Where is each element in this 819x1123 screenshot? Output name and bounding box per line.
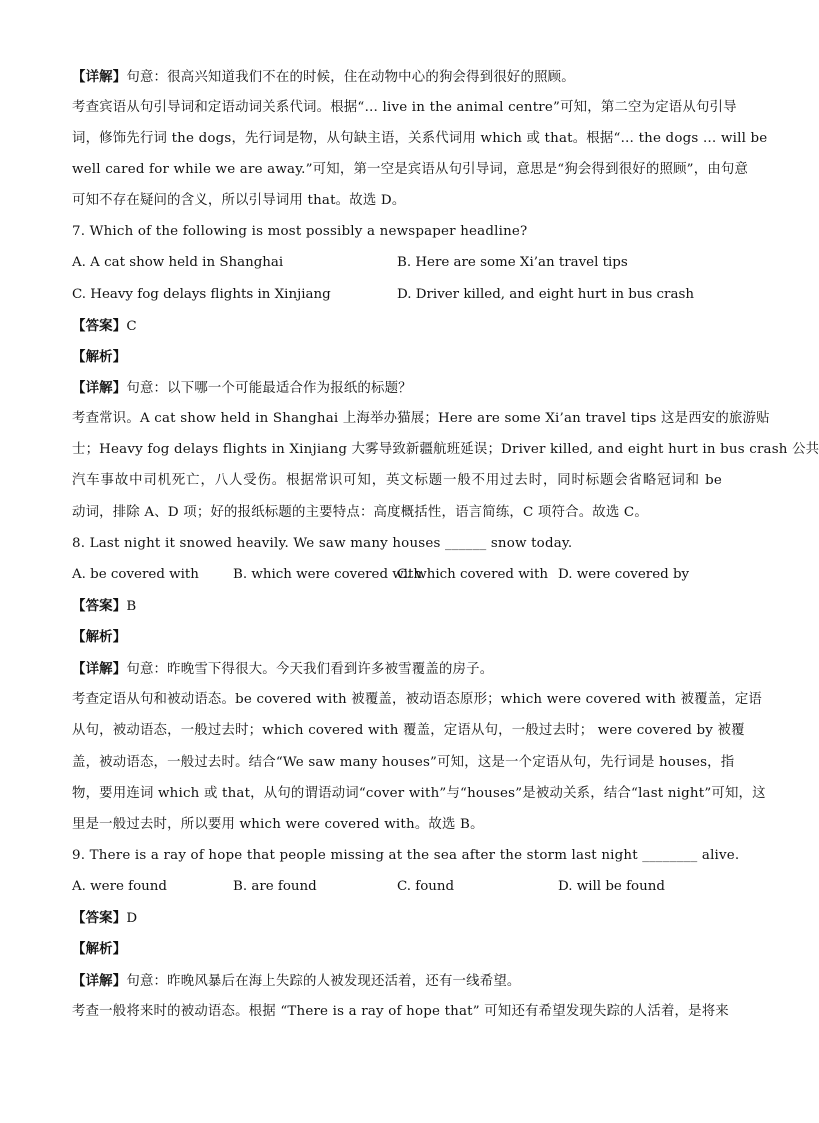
analysis-tag: 【解析】	[72, 349, 127, 365]
q8-option-b: B. which were covered with	[233, 567, 423, 582]
q8-detail-line-4: 盖，被动语态，一般过去时。结合“We saw many houses”可知，这是一个定语从句，先行词是 houses，指	[72, 755, 735, 770]
analysis-tag: 【解析】	[72, 941, 127, 957]
analysis-tag: 【解析】	[72, 629, 127, 645]
q9-stem: 9. There is a ray of hope that people missing at the sea after the storm last night ________ alive.	[72, 848, 740, 863]
q6-detail-line-5: 可知不存在疑问的含义，所以引导词用 that。故选 D。	[72, 193, 406, 208]
answer-tag: 【答案】	[72, 910, 127, 926]
q7-detail-line-1: 【详解】句意：以下哪一个可能最适合作为报纸的标题？	[72, 380, 412, 396]
q9-option-d: D. will be found	[558, 879, 665, 894]
answer-tag: 【答案】	[72, 598, 127, 614]
q7-analysis	[72, 347, 722, 368]
q7-stem: 7. Which of the following is most possibly a newspaper headline?	[72, 224, 528, 239]
q7-option-d: D. Driver killed, and eight hurt in bus crash	[397, 287, 694, 302]
q7-option-b: B. Here are some Xi’an travel tips	[397, 255, 628, 270]
q9-detail-line-1: 【详解】句意：昨晚风暴后在海上失踪的人被发现还活着，还有一线希望。	[72, 973, 521, 989]
q9-option-c: C. found	[397, 879, 455, 894]
q8-detail-line-6: 里是一般过去时，所以要用 which were covered with。故选 B。	[72, 817, 484, 832]
q8-stem: 8. Last night it snowed heavily. We saw many houses ______ snow today.	[72, 536, 573, 551]
q9-answer: 【答案】D	[72, 910, 138, 926]
q7-option-c: C. Heavy fog delays flights in Xinjiang	[72, 287, 331, 302]
q7-detail-line-2: 考查常识。A cat show held in Shanghai 上海举办猫展；Here are some Xi’an travel tips 这是西安的旅游贴	[72, 411, 770, 426]
detail-tag: 【详解】	[72, 69, 127, 85]
q8-answer: 【答案】B	[72, 598, 137, 614]
q9-detail-line-2: 考查一般将来时的被动语态。根据 “There is a ray of hope that” 可知还有希望发现失踪的人活着，是将来	[72, 1004, 729, 1019]
q6-detail-line-1: 【详解】句意：很高兴知道我们不在的时候，住在动物中心的狗会得到很好的照顾。	[72, 69, 575, 85]
q9-analysis	[72, 939, 722, 960]
q8-analysis	[72, 627, 722, 648]
q6-detail-line-4: well cared for while we are away.”可知，第一空是宾语从句引导词，意思是“狗会得到很好的照顾”，由句意	[72, 162, 749, 177]
q7-option-a: A. A cat show held in Shanghai	[72, 255, 284, 270]
q7-answer: 【答案】C	[72, 318, 137, 334]
q8-detail-line-3: 从句，被动语态，一般过去时；which covered with 覆盖，定语从句，一般过去时； were covered by 被覆	[72, 723, 745, 738]
q8-detail-line-5: 物，要用连词 which 或 that，从句的谓语动词“cover with”与“houses”是被动关系，结合“last night”可知，这	[72, 786, 766, 801]
q9-option-b: B. are found	[233, 879, 317, 894]
answer-tag: 【答案】	[72, 318, 127, 334]
q7-detail-line-3: 士；Heavy fog delays flights in Xinjiang 大雾导致新疆航班延误；Driver killed, and eight hurt in bus crash 公共	[72, 442, 819, 457]
q9-option-a: A. were found	[72, 879, 167, 894]
q8-option-d: D. were covered by	[558, 567, 690, 582]
q8-detail-line-2: 考查定语从句和被动语态。be covered with 被覆盖，被动语态原形；which were covered with 被覆盖，定语	[72, 692, 763, 707]
detail-tag: 【详解】	[72, 973, 127, 989]
q7-detail-line-4: 汽车事故中司机死亡，八人受伤。根据常识可知，英文标题一般不用过去时，同时标题会省略冠词和 be	[72, 473, 722, 488]
detail-tag: 【详解】	[72, 661, 127, 677]
q8-option-a: A. be covered with	[72, 567, 199, 582]
q8-option-c: C. which covered with	[397, 567, 548, 582]
detail-tag: 【详解】	[72, 380, 127, 396]
q8-detail-line-1: 【详解】句意：昨晚雪下得很大。今天我们看到许多被雪覆盖的房子。	[72, 661, 494, 677]
q6-detail-line-2: 考查宾语从句引导词和定语动词关系代词。根据“… live in the animal centre”可知，第二空为定语从句引导	[72, 100, 737, 115]
q6-detail-line-3: 词，修饰先行词 the dogs，先行词是物，从句缺主语，关系代词用 which 或 that。根据“… the dogs … will be	[72, 131, 768, 146]
q7-detail-line-5: 动词，排除 A、D 项；好的报纸标题的主要特点：高度概括性，语言简练，C 项符合。故选 C。	[72, 505, 648, 520]
